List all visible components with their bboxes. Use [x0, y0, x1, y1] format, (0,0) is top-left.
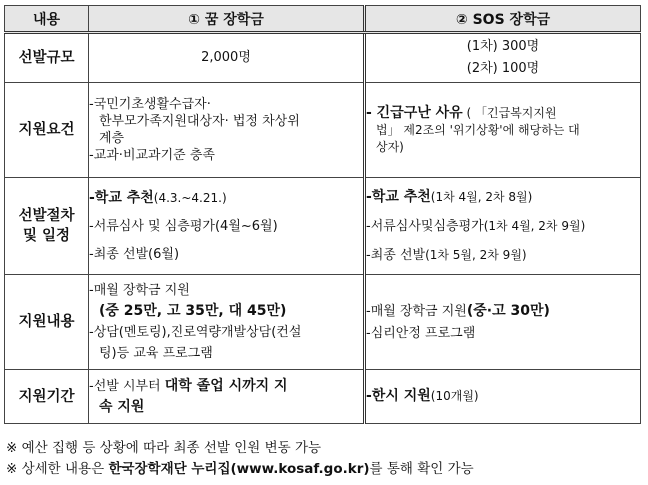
header-row — [5, 6, 641, 33]
row-scale — [5, 33, 641, 83]
sos-req-bold: - 긴급구난 사유 — [366, 104, 463, 121]
footnote-2-website: 한국장학재단 누리집(www.kosaf.go.kr) — [108, 461, 370, 477]
dream-scale — [89, 33, 365, 83]
dream-req-line-1: -국민기초생활수급자· — [89, 97, 211, 112]
sos-content-amount: (중·고 30만) — [466, 302, 550, 319]
sos-scale-second: (2차) 100명 — [466, 61, 540, 76]
dream-proc-bold: -학교 추천 — [89, 189, 154, 206]
sos-proc-dates-3: (1차 5월, 2차 9월) — [425, 247, 527, 262]
dream-requirements — [89, 83, 365, 178]
sos-proc-final: -최종 선발 — [366, 247, 426, 263]
row-procedure — [5, 178, 641, 275]
sos-proc-dates-2: (1차 4월, 2차 9월) — [483, 218, 586, 233]
dream-period-from: -선발 시부터 — [89, 379, 165, 394]
sos-proc-line-2 — [366, 212, 640, 241]
dream-content-line-2: (중 25만, 고 35만, 대 45만) — [99, 303, 287, 319]
sos-req-line-1 — [366, 105, 640, 122]
dream-content-line-3: -상담(멘토링),진로역량개발상담(컨설 — [89, 325, 302, 340]
sos-content-line-1 — [366, 300, 640, 323]
dream-scale-value: 2,000명 — [201, 50, 251, 65]
label-content: 지원내용 — [5, 275, 89, 370]
sos-req-line-3: 상자) — [376, 139, 404, 154]
scholarship-table — [4, 5, 641, 424]
label-scale: 선발규모 — [5, 33, 89, 83]
dream-req-line-2: 한부모가족지원대상자· 법정 차상위 — [99, 114, 300, 129]
sos-requirements — [365, 83, 641, 178]
dream-req-line-4: -교과·비교과기준 충족 — [89, 148, 215, 163]
dream-proc-dates: (4.3.~4.21.) — [153, 190, 227, 205]
dream-proc-line-1 — [89, 184, 363, 213]
sos-period-months: (10개월) — [430, 389, 479, 403]
dream-content-line-1: -매월 장학금 지원 — [89, 283, 190, 298]
dream-period-line-1 — [89, 376, 363, 397]
label-procedure-line-1: 선발절차 — [18, 208, 75, 224]
label-procedure-line-2: 및 일정 — [22, 228, 71, 244]
dream-period-until: 대학 졸업 시까지 지 — [164, 378, 288, 394]
header-content: 내용 — [5, 6, 89, 33]
sos-content — [365, 275, 641, 370]
footnote-2-suffix: 를 통해 확인 가능 — [369, 461, 474, 477]
footnote-2 — [6, 459, 474, 480]
sos-proc-line-1 — [366, 183, 640, 212]
sos-period-line — [366, 388, 640, 405]
dream-req-line-3: 계층 — [99, 131, 125, 146]
sos-scale — [365, 33, 641, 83]
label-period: 지원기간 — [5, 370, 89, 424]
row-period — [5, 370, 641, 424]
sos-scale-first: (1차) 300명 — [466, 39, 540, 54]
header-sos-scholarship: ② SOS 장학금 — [365, 6, 641, 33]
row-content — [5, 275, 641, 370]
dream-period-line-2: 속 지원 — [99, 399, 145, 415]
sos-proc-bold: -학교 추천 — [366, 188, 431, 205]
dream-period — [89, 370, 365, 424]
footnotes — [6, 438, 474, 480]
sos-proc-dates-1: (1차 4월, 2차 8월) — [430, 189, 533, 204]
footnote-1: ※ 예산 집행 등 상황에 따라 최종 선발 인원 변동 가능 — [6, 440, 322, 456]
dream-proc-line-3: -최종 선발(6월) — [89, 246, 180, 262]
sos-content-line-2: -심리안정 프로그램 — [366, 325, 476, 341]
dream-content-line-4: 팅)등 교육 프로그램 — [99, 346, 213, 361]
sos-req-line-2: 법」 제2조의 '위기상황'에 해당하는 대 — [376, 122, 580, 137]
label-requirements: 지원요건 — [5, 83, 89, 178]
sos-period-bold: -한시 지원 — [366, 388, 431, 404]
footnote-2-prefix: ※ 상세한 내용은 — [6, 461, 109, 477]
sos-proc-review: -서류심사및심층평가 — [366, 218, 484, 234]
label-procedure — [5, 178, 89, 275]
dream-proc-line-2: -서류심사 및 심층평가(4월~6월) — [89, 218, 278, 234]
dream-content — [89, 275, 365, 370]
sos-proc-line-3 — [366, 241, 640, 270]
header-dream-scholarship: ① 꿈 장학금 — [89, 6, 365, 33]
sos-content-monthly: -매월 장학금 지원 — [366, 303, 467, 319]
dream-procedure — [89, 178, 365, 275]
row-requirements — [5, 83, 641, 178]
sos-period — [365, 370, 641, 424]
sos-procedure — [365, 178, 641, 275]
sos-req-rest: ( 「긴급복지지원 — [462, 105, 557, 120]
